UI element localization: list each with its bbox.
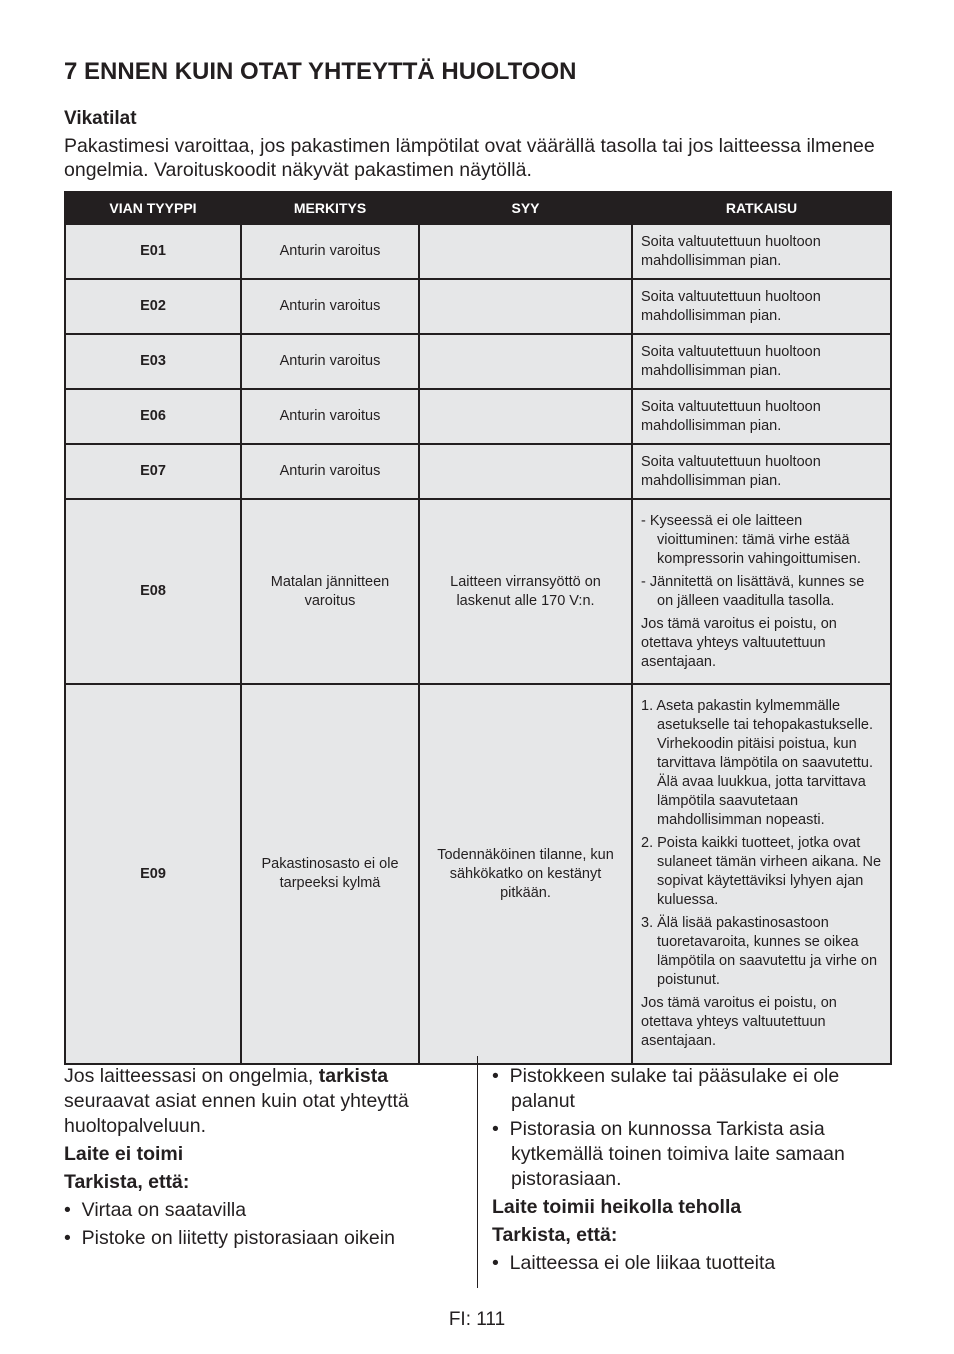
- error-code: E09: [65, 684, 241, 1064]
- list-item: • Pistokkeen sulake tai pääsulake ei ole palanut: [492, 1065, 840, 1112]
- error-solution: Soita valtuutettuun huoltoon mahdollisimman pian.: [632, 224, 891, 279]
- column-divider: [477, 1056, 478, 1288]
- header-solution: RATKAISU: [632, 192, 891, 224]
- bullet-icon: •: [492, 1118, 510, 1140]
- header-fault-type: VIAN TYYPPI: [65, 192, 241, 224]
- check-label: Tarkista, että:: [64, 1171, 190, 1193]
- error-code: E02: [65, 279, 241, 334]
- bullet-icon: •: [492, 1065, 510, 1087]
- check-label: Tarkista, että:: [492, 1224, 618, 1246]
- section-heading: Vikatilat: [64, 108, 137, 129]
- error-cause: [419, 389, 632, 444]
- error-code: E03: [65, 334, 241, 389]
- table-header-row: [65, 192, 891, 224]
- error-solution: Soita valtuutettuun huoltoon mahdollisimman pian.: [632, 279, 891, 334]
- error-cause: [419, 334, 632, 389]
- page-number: FI: 111: [448, 1309, 506, 1330]
- weak-operation-heading: Laite toimii heikolla teholla: [492, 1196, 742, 1218]
- checklist-right-column: [492, 1064, 882, 1276]
- error-solution: Soita valtuutettuun huoltoon mahdollisimman pian.: [632, 389, 891, 444]
- solution-step: - Kyseessä ei ole laitteen vioittuminen: tämä virhe estää kompressorin vahingoittumisen.: [641, 512, 861, 567]
- bullet-icon: •: [64, 1227, 82, 1249]
- error-code: E07: [65, 444, 241, 499]
- error-code: E08: [65, 499, 241, 684]
- solution-step: 3. Älä lisää pakastinosastoon tuoretavaroita, kunnes se oikea lämpötila on saavutettu ja virhe on poistunut.: [641, 915, 878, 988]
- table-row: [65, 224, 891, 279]
- error-meaning: Anturin varoitus: [241, 334, 419, 389]
- header-meaning: MERKITYS: [241, 192, 419, 224]
- table-row: [65, 444, 891, 499]
- list-item: • Pistorasia on kunnossa Tarkista asia kytkemällä toinen toimiva laite samaan pistorasiaan.: [492, 1118, 845, 1190]
- table-row: [65, 334, 891, 389]
- list-item: • Virtaa on saatavilla: [64, 1199, 247, 1221]
- error-cause: [419, 224, 632, 279]
- table-row: [65, 499, 891, 684]
- checklist-intro: Jos laitteessasi on ongelmia, tarkista seuraavat asiat ennen kuin otat yhteyttä huoltopalveluun.: [64, 1065, 409, 1137]
- header-cause: SYY: [419, 192, 632, 224]
- error-code-table: [64, 191, 892, 1065]
- table-row: [65, 389, 891, 444]
- list-item: • Laitteessa ei ole liikaa tuotteita: [492, 1252, 776, 1274]
- error-cause: Laitteen virransyöttö on laskenut alle 170 V:n.: [419, 499, 632, 684]
- error-cause: [419, 444, 632, 499]
- error-meaning: Pakastinosasto ei ole tarpeeksi kylmä: [241, 684, 419, 1064]
- error-meaning: Anturin varoitus: [241, 279, 419, 334]
- error-cause: [419, 279, 632, 334]
- solution-note: Jos tämä varoitus ei poistu, on otettava yhteys valtuutettuun asentajaan.: [641, 615, 837, 670]
- error-meaning: Anturin varoitus: [241, 389, 419, 444]
- error-cause: Todennäköinen tilanne, kun sähkökatko on kestänyt pitkään.: [419, 684, 632, 1064]
- section-intro: Pakastimesi varoittaa, jos pakastimen lämpötilat ovat väärällä tasolla tai jos laitteessa ilmenee ongelmia. Varoituskoodit näkyvät pakastimen näytöllä.: [64, 135, 875, 181]
- error-solution: [632, 684, 891, 1064]
- error-code: E06: [65, 389, 241, 444]
- error-meaning: Anturin varoitus: [241, 444, 419, 499]
- error-solution: [632, 499, 891, 684]
- page-title: 7 ENNEN KUIN OTAT YHTEYTTÄ HUOLTOON: [64, 58, 577, 85]
- table-row: [65, 684, 891, 1064]
- error-meaning: Matalan jännitteen varoitus: [241, 499, 419, 684]
- solution-step: - Jännitettä on lisättävä, kunnes se on jälleen vaaditulla tasolla.: [641, 573, 865, 609]
- checklist-left-column: [64, 1064, 464, 1251]
- table-row: [65, 279, 891, 334]
- error-solution: Soita valtuutettuun huoltoon mahdollisimman pian.: [632, 334, 891, 389]
- error-solution: Soita valtuutettuun huoltoon mahdollisimman pian.: [632, 444, 891, 499]
- error-meaning: Anturin varoitus: [241, 224, 419, 279]
- solution-step: 1. Aseta pakastin kylmemmälle asetukselle tai tehopakastukselle. Virhekoodin pitäisi poistua, kun tarvittava lämpötila on saavutettu. Älä avaa luukkua, jotta tarvittava lämpötila saavutetaan mahdollisimman nopeasti.: [641, 698, 874, 828]
- error-code: E01: [65, 224, 241, 279]
- bullet-icon: •: [64, 1199, 82, 1221]
- solution-note: Jos tämä varoitus ei poistu, on otettava yhteys valtuutettuun asentajaan.: [641, 995, 837, 1049]
- no-operation-heading: Laite ei toimi: [64, 1143, 184, 1165]
- solution-step: 2. Poista kaikki tuotteet, jotka ovat sulaneet tämän virheen aikana. Ne sopivat käytettäviksi lyhyen ajan kuluessa.: [641, 835, 882, 908]
- list-item: • Pistoke on liitetty pistorasiaan oikein: [64, 1227, 395, 1249]
- bullet-icon: •: [492, 1252, 510, 1274]
